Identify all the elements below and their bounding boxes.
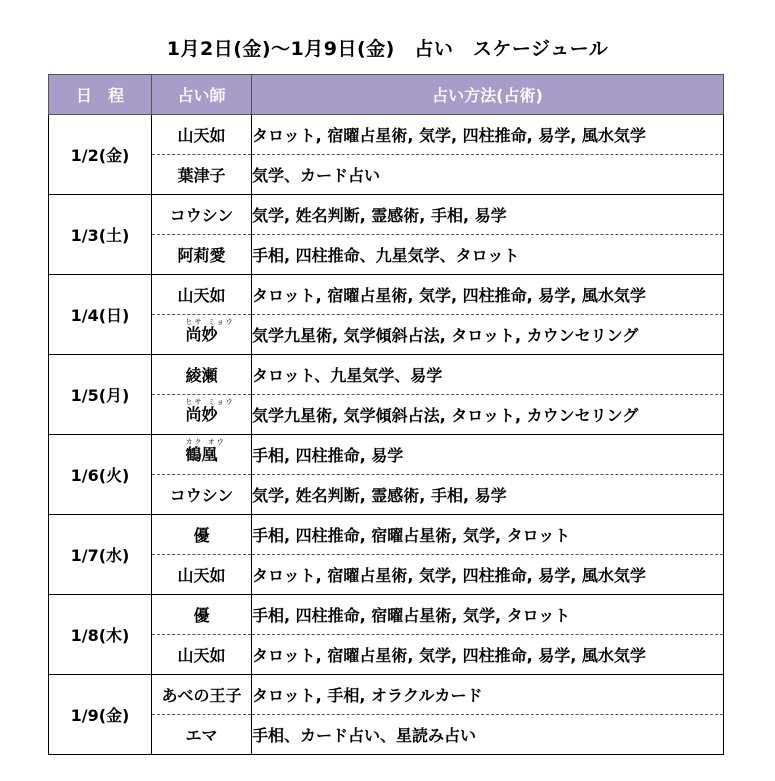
teller-reading: カク オウ: [185, 438, 226, 446]
teller-name: 尚妙: [185, 325, 218, 344]
teller-cell: 山天如: [152, 275, 252, 315]
method-cell: タロット, 宿曜占星術, 気学, 四柱推命, 易学, 風水気学: [252, 275, 724, 315]
teller-name-with-reading: [185, 318, 235, 344]
header-date: 日 程: [49, 75, 152, 115]
date-cell: 1/4(日): [49, 275, 152, 355]
teller-cell: [152, 395, 252, 435]
teller-name-with-reading: [185, 438, 226, 464]
method-cell: タロット, 宿曜占星術, 気学, 四柱推命, 易学, 風水気学: [252, 635, 724, 675]
teller-reading: ヒサ ミョウ: [185, 398, 235, 406]
schedule-table: [48, 74, 724, 755]
date-cell: 1/9(金): [49, 675, 152, 755]
teller-cell: [152, 435, 252, 475]
method-cell: タロット、九星気学、易学: [252, 355, 724, 395]
teller-cell: 綾瀬: [152, 355, 252, 395]
schedule-row: [49, 275, 724, 315]
teller-cell: あべの王子: [152, 675, 252, 715]
schedule-body: [49, 115, 724, 755]
method-cell: 気学、カード占い: [252, 155, 724, 195]
method-cell: 気学九星術, 気学傾斜占法, タロット, カウンセリング: [252, 395, 724, 435]
teller-cell: 山天如: [152, 115, 252, 155]
date-cell: 1/2(金): [49, 115, 152, 195]
schedule-row: [49, 595, 724, 635]
date-cell: 1/5(月): [49, 355, 152, 435]
teller-name: 尚妙: [185, 405, 218, 424]
schedule-row: [49, 355, 724, 395]
teller-cell: エマ: [152, 715, 252, 755]
method-cell: タロット, 手相, オラクルカード: [252, 675, 724, 715]
page-title: 1月2日(金)～1月9日(金) 占い スケージュール: [166, 38, 609, 60]
schedule-row: [49, 435, 724, 475]
date-cell: 1/8(木): [49, 595, 152, 675]
header-method: 占い方法(占術): [252, 75, 724, 115]
schedule-row: [49, 115, 724, 155]
teller-cell: 優: [152, 515, 252, 555]
method-cell: 手相, 四柱推命, 宿曜占星術, 気学, タロット: [252, 515, 724, 555]
teller-cell: 阿莉愛: [152, 235, 252, 275]
schedule-row: [49, 195, 724, 235]
method-cell: 手相, 四柱推命, 易学: [252, 435, 724, 475]
teller-cell: コウシン: [152, 475, 252, 515]
method-cell: タロット, 宿曜占星術, 気学, 四柱推命, 易学, 風水気学: [252, 555, 724, 595]
method-cell: 気学, 姓名判断, 霊感術, 手相, 易学: [252, 475, 724, 515]
method-cell: タロット, 宿曜占星術, 気学, 四柱推命, 易学, 風水気学: [252, 115, 724, 155]
header-row: [49, 75, 724, 115]
date-cell: 1/3(土): [49, 195, 152, 275]
method-cell: 手相, 四柱推命, 宿曜占星術, 気学, タロット: [252, 595, 724, 635]
date-cell: 1/6(火): [49, 435, 152, 515]
header-teller: 占い師: [152, 75, 252, 115]
schedule-row: [49, 675, 724, 715]
schedule-row: [49, 515, 724, 555]
teller-cell: [152, 315, 252, 355]
method-cell: 気学, 姓名判断, 霊感術, 手相, 易学: [252, 195, 724, 235]
teller-cell: コウシン: [152, 195, 252, 235]
method-cell: 手相、カード占い、星読み占い: [252, 715, 724, 755]
date-cell: 1/7(水): [49, 515, 152, 595]
teller-reading: ヒサ ミョウ: [185, 318, 235, 326]
teller-cell: 優: [152, 595, 252, 635]
teller-name: 鶴凰: [185, 445, 218, 464]
teller-cell: 山天如: [152, 635, 252, 675]
teller-cell: 山天如: [152, 555, 252, 595]
method-cell: 気学九星術, 気学傾斜占法, タロット, カウンセリング: [252, 315, 724, 355]
teller-name-with-reading: [185, 398, 235, 424]
method-cell: 手相, 四柱推命、九星気学、タロット: [252, 235, 724, 275]
teller-cell: 葉津子: [152, 155, 252, 195]
